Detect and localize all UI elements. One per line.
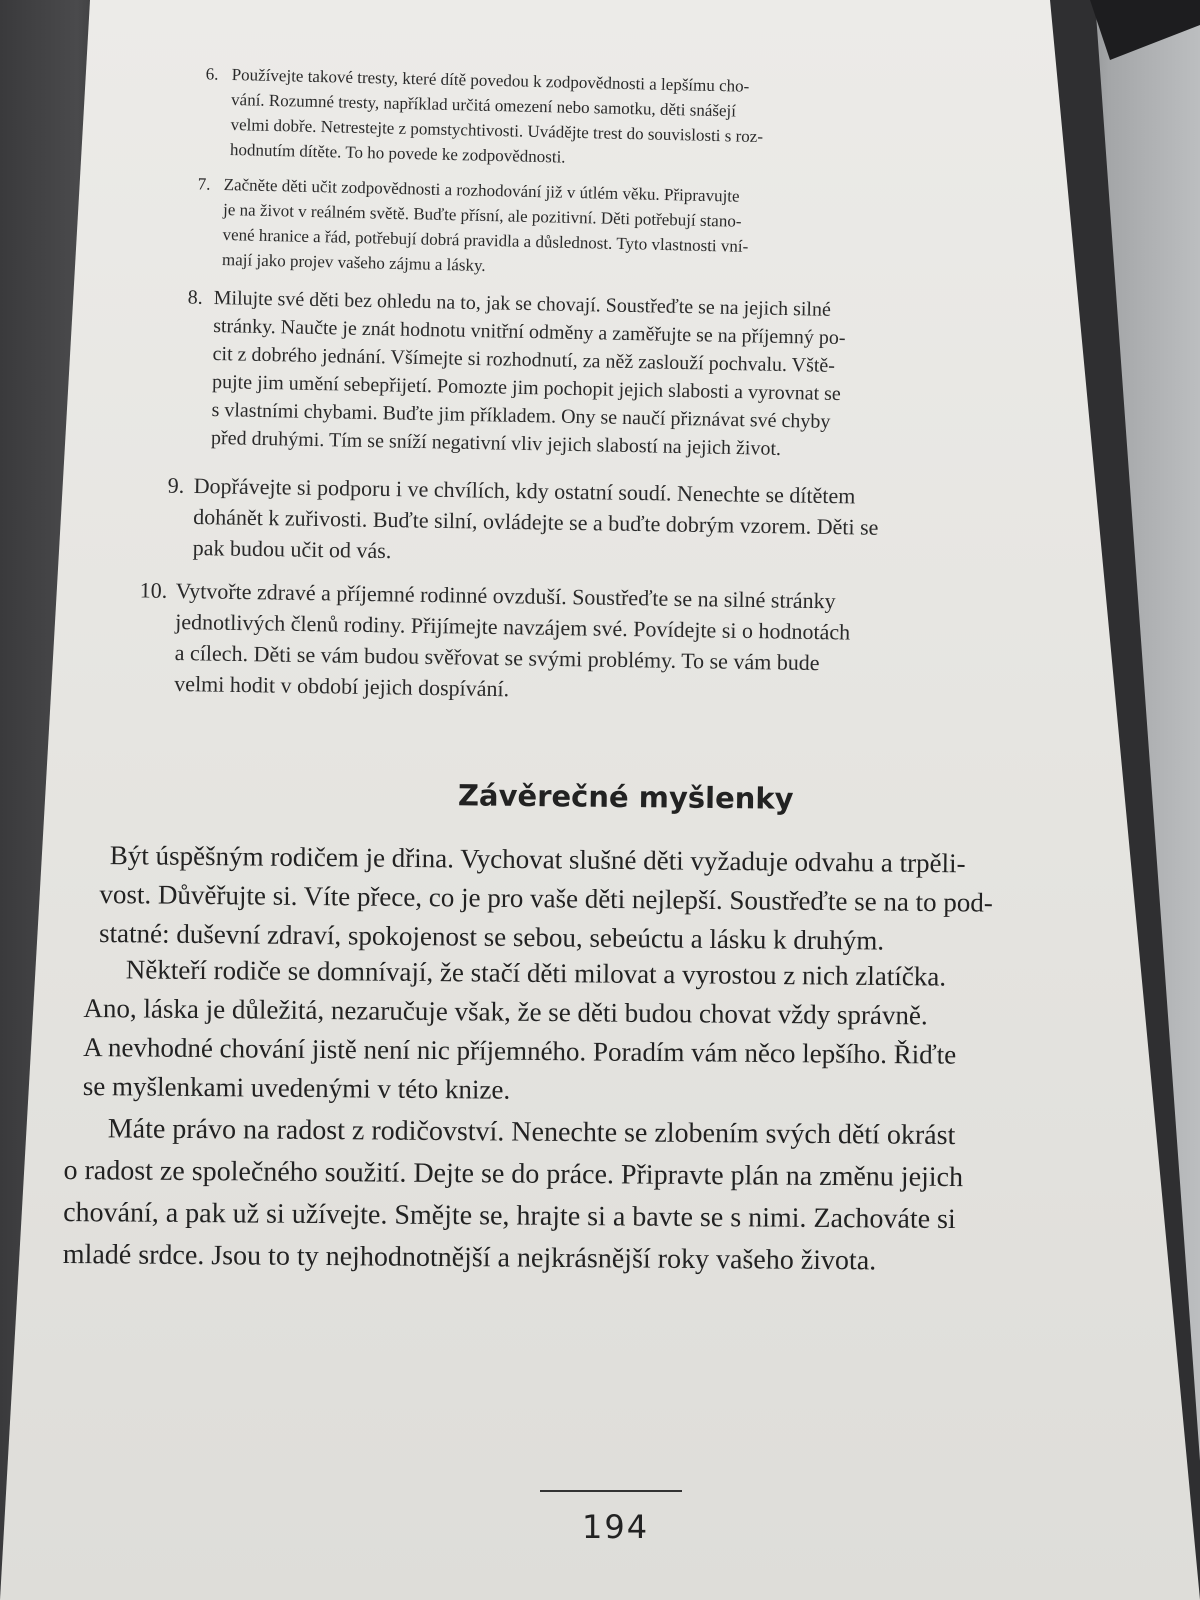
- body-paragraph-2: [83, 950, 957, 1114]
- page-number: 194: [582, 1508, 650, 1546]
- list-item-line: cit z dobrého jednání. Všímejte si rozhodnutí, za něž zaslouží pochvalu. Vště-: [212, 342, 836, 377]
- list-item-line: Používejte takové tresty, které dítě povedou k zodpovědnosti a lepšímu cho-: [231, 64, 750, 96]
- list-item-line: dohánět k zuřivosti. Buďte silní, ovládejte se a buďte dobrým vzorem. Děti se: [193, 503, 879, 540]
- list-item-line: vání. Rozumné tresty, například určitá omezení nebo samotku, děti snášejí: [230, 89, 737, 121]
- list-item-line: Dopřávejte si podporu i ve chvílích, kdy ostatní soudí. Nenechte se dítětem: [193, 472, 856, 509]
- paragraph-line: vost. Důvěřujte si. Víte přece, co je pro vaše děti nejlepší. Soustřeďte se na to pod-: [99, 878, 994, 918]
- paragraph-line: chování, a pak už si užívejte. Smějte se, hrajte si a bavte se s nimi. Zachováte si: [63, 1196, 956, 1236]
- paragraph-line: statné: duševní zdraví, spokojenost se sebou, sebeúctu a lásku k druhým.: [98, 917, 885, 956]
- body-paragraph-3: [63, 1108, 964, 1283]
- list-item-line: jednotlivých členů rodiny. Přijímejte navzájem své. Povídejte si o hodnotách: [175, 608, 851, 645]
- paragraph-line: o radost ze společného soužití. Dejte se do práce. Připravte plán na změnu jejich: [63, 1154, 964, 1194]
- list-item-7: [197, 172, 750, 284]
- paragraph-line: Být úspěšným rodičem je dřina. Vychovat slušné děti vyžaduje odvahu a trpěli-: [109, 840, 966, 879]
- list-item-9: [167, 470, 880, 574]
- paragraph-line: Někteří rodiče se domnívají, že stačí děti milovat a vyrostou z nich zlatíčka.: [125, 954, 947, 992]
- section-heading: Závěrečné myšlenky: [457, 778, 794, 816]
- list-item-line: pak budou učit od vás.: [192, 534, 392, 564]
- list-item-line: Vytvořte zdravé a příjemné rodinné ovzduší. Soustřeďte se na silné stránky: [175, 577, 836, 614]
- list-item-line: Milujte své děti bez ohledu na to, jak se chovají. Soustřeďte se na jejich silné: [213, 286, 832, 321]
- list-item-line: pujte jim umění sebepřijetí. Pomozte jim pochopit jejich slabosti a vyrovnat se: [211, 370, 841, 406]
- paragraph-line: Ano, láska je důležitá, nezaručuje však, že se děti budou chovat vždy správně.: [83, 992, 928, 1031]
- body-paragraph-1: [99, 836, 994, 962]
- list-item-line: stránky. Naučte je znát hodnotu vnitřní odměny a zaměřujte se na příjemný po-: [212, 314, 846, 350]
- list-item-number: 7.: [197, 174, 211, 194]
- paragraph-line: A nevhodné chování jistě není nic příjemného. Poradím vám něco lepšího. Řiďte: [83, 1031, 957, 1070]
- list-item-number: 6.: [205, 64, 219, 84]
- list-item-line: velmi hodit v období jejich dospívání.: [174, 670, 510, 702]
- list-item-line: a cílech. Děti se vám budou svěřovat se svými problémy. To se vám bude: [174, 639, 820, 676]
- list-item-6: [205, 62, 765, 174]
- list-item-8: [187, 284, 847, 464]
- list-item-10: [139, 575, 851, 710]
- list-item-line: velmi dobře. Netrestejte z pomstychtivosti. Uvádějte trest do souvislosti s roz-: [230, 114, 764, 147]
- list-item-line: hodnutím dítěte. To ho povede ke zodpovědnosti.: [229, 139, 566, 167]
- list-item-line: je na život v reálném světě. Buďte přísní, ale pozitivní. Děti potřebují stano-: [222, 199, 742, 231]
- list-item-line: vené hranice a řád, potřebují dobrá pravidla a důslednost. Tyto vlastnosti vní-: [222, 224, 749, 256]
- paragraph-line: mladé srdce. Jsou to ty nejhodnotnější a nejkrásnější roky vašeho života.: [62, 1238, 877, 1277]
- paragraph-line: Máte právo na radost z rodičovství. Nenechte se zlobením svých dětí okrást: [107, 1113, 956, 1152]
- paragraph-line: se myšlenkami uvedenými v této knize.: [82, 1070, 511, 1105]
- list-item-line: s vlastními chybami. Buďte jim příkladem. Ony se naučí přiznávat své chyby: [211, 398, 831, 433]
- footer-rule: [540, 1490, 682, 1492]
- list-item-number: 9.: [167, 472, 185, 498]
- list-item-number: 8.: [187, 286, 203, 309]
- list-item-line: Začněte děti učit zodpovědnosti a rozhodování již v útlém věku. Připravujte: [223, 174, 740, 206]
- list-item-line: mají jako projev vašeho zájmu a lásky.: [221, 249, 486, 275]
- list-item-number: 10.: [139, 577, 168, 603]
- list-item-line: před druhými. Tím se sníží negativní vliv jejich slabostí na jejich život.: [210, 426, 782, 460]
